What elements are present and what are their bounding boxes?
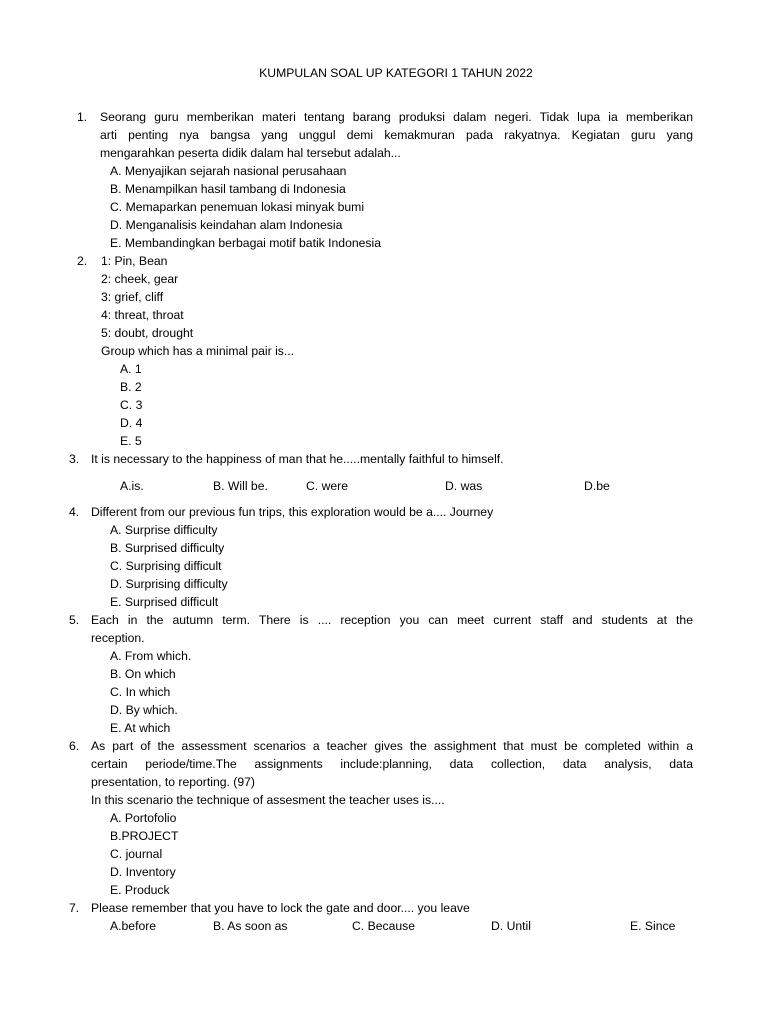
question-text-line: As part of the assessment scenarios a teacher gives the assighment that must be completed within a	[91, 739, 693, 753]
answer-option: D. Inventory	[110, 865, 176, 879]
answer-option: C. were	[306, 479, 348, 493]
answer-option: E. Produck	[110, 883, 170, 897]
question-text-line: certain periode/time.The assignments include:planning, data collection, data analysis, data	[91, 757, 693, 771]
question-text-line: Each in the autumn term. There is .... reception you can meet current staff and students at the	[91, 613, 693, 627]
question-text-line: It is necessary to the happiness of man that he.....mentally faithful to himself.	[91, 452, 504, 466]
question-text-line: Different from our previous fun trips, this exploration would be a.... Journey	[91, 505, 494, 519]
answer-option: E. Since	[630, 919, 676, 933]
answer-option: E. 5	[120, 434, 142, 448]
pair-item: 2: cheek, gear	[101, 272, 179, 286]
answer-option: A.before	[110, 919, 157, 933]
answer-option: B. 2	[120, 380, 142, 394]
answer-option: D. Menganalisis keindahan alam Indonesia	[110, 218, 343, 232]
answer-option: C. journal	[110, 847, 163, 861]
question-number: 2.	[77, 254, 88, 268]
answer-option: E. Surprised difficult	[110, 595, 219, 609]
question-text-line: presentation, to reporting. (97)	[91, 775, 255, 789]
answer-option: B. Will be.	[213, 479, 268, 493]
question-number: 3.	[69, 452, 80, 466]
answer-option: A. Portofolio	[110, 811, 177, 825]
answer-option: C. In which	[110, 685, 171, 699]
question-number: 5.	[69, 613, 80, 627]
answer-option: A. Surprise difficulty	[110, 523, 218, 537]
answer-option: C. Memaparkan penemuan lokasi minyak bumi	[110, 200, 365, 214]
answer-option: D.be	[584, 479, 610, 493]
pair-item: 3: grief, cliff	[101, 290, 164, 304]
answer-option: D. was	[445, 479, 483, 493]
question-prompt: In this scenario the technique of assesment the teacher uses is....	[91, 793, 445, 807]
answer-option: D. 4	[120, 416, 143, 430]
question-number: 4.	[69, 505, 80, 519]
answer-option: B.PROJECT	[110, 829, 179, 843]
answer-option: B. Menampilkan hasil tambang di Indonesia	[110, 182, 346, 196]
pair-item: 1: Pin, Bean	[101, 254, 168, 268]
answer-option: B. On which	[110, 667, 176, 681]
question-number: 7.	[69, 901, 80, 915]
answer-option: C. Surprising difficult	[110, 559, 222, 573]
answer-option: E. At which	[110, 721, 171, 735]
answer-option: B. Surprised difficulty	[110, 541, 225, 555]
answer-option: D. By which.	[110, 703, 178, 717]
answer-option: D. Until	[491, 919, 531, 933]
question-text-line: Seorang guru memberikan materi tentang barang produksi dalam negeri. Tidak lupa ia memberikan	[100, 110, 693, 124]
question-text-line: arti penting nya bangsa yang unggul demi kemakmuran pada rakyatnya. Kegiatan guru yang	[100, 128, 693, 142]
answer-option: A. From which.	[110, 649, 192, 663]
document-title: KUMPULAN SOAL UP KATEGORI 1 TAHUN 2022	[259, 66, 533, 80]
pair-item: 5: doubt, drought	[101, 326, 194, 340]
answer-option: A. 1	[120, 362, 142, 376]
question-text-line: mengarahkan peserta didik dalam hal tersebut adalah...	[100, 146, 401, 160]
answer-option: D. Surprising difficulty	[110, 577, 228, 591]
question-text-line: Please remember that you have to lock the gate and door.... you leave	[91, 901, 470, 915]
pair-item: 4: threat, throat	[101, 308, 184, 322]
answer-option: C. Because	[352, 919, 416, 933]
question-prompt: Group which has a minimal pair is...	[101, 344, 295, 358]
answer-option: E. Membandingkan berbagai motif batik Indonesia	[110, 236, 381, 250]
answer-option: A. Menyajikan sejarah nasional perusahaan	[110, 164, 347, 178]
question-text-line: reception.	[91, 631, 145, 645]
answer-option: B. As soon as	[213, 919, 288, 933]
answer-option: C. 3	[120, 398, 143, 412]
question-number: 6.	[69, 739, 80, 753]
answer-option: A.is.	[120, 479, 144, 493]
question-number: 1.	[77, 110, 88, 124]
